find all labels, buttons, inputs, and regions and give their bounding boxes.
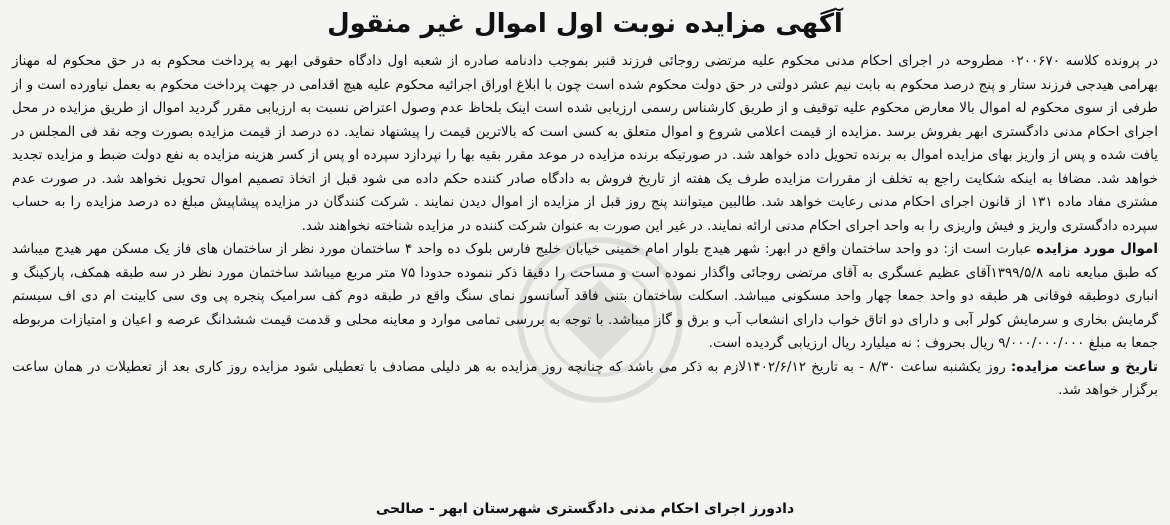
auction-date-label: تاریخ و ساعت مزایده: — [1010, 358, 1158, 375]
signature-line: دادورز اجرای احکام مدنی دادگستری شهرستان ابهر - صالحی — [375, 501, 795, 517]
notice-body — [12, 50, 1158, 403]
page-title: آگهی مزایده نوبت اول اموال غیر منقول — [327, 9, 843, 39]
auction-date-paragraph — [12, 356, 1158, 403]
auction-date-text: روز یکشنبه ساعت ۸/۳۰ - به تاریخ ۱۴۰۲/۶/۱۲لازم به ذکر می باشد که چنانچه روز مزایده به هر دلیلی مصادف با تعطیلی شود مزایده روز کاری بعد از تعطیلات در همان ساعت برگزار خواهد شد. — [12, 358, 1158, 398]
property-label: اموال مورد مزایده — [1036, 241, 1158, 257]
property-description-text: عبارت است از: دو واحد ساختمان واقع در ابهر: شهر هیدج بلوار امام خمینی خیابان خلیج فارس بلوک ده واحد ۴ ساختمان مورد نظر از ساختمان های فاز یک مسکن مهر هیدج میباشد که طبق مبایعه نامه ۱۳۹۹/۵/۸آقای عظیم عسگری به آقای مرتضی روجائی واگذار نموده است و مساحت را دقیقا ذکر ننموده حدودا ۷۵ متر مربع میباشد ساختمان مورد نظر در سه طبقه همکف، پارکینگ و انباری دوطبقه فوقانی هر طبقه دو واحد جمعا چهار واحد مسکونی میباشد. اسکلت ساختمان بتنی فاقد آسانسور نمای سنگ واقع در طبقه دوم کف سرامیک پنجره پی وی سی کابینت ام دی اف سیستم گرمایش بخاری و سرمایش کولر آبی و دارای دو اتاق خواب دارای انشعاب آب و برق و گاز میباشد. با توجه به بررسی تمامی موارد و معاینه محلی و قدمت قیمت ششدانگ عرصه و اعیان و امتیازات مربوطه جمعا به مبلغ ۹/۰۰۰/۰۰۰/۰۰۰ ریال بحروف : نه میلیارد ریال ارزیابی گردیده است. — [12, 241, 1159, 351]
auction-terms-paragraph: در پرونده کلاسه ۰۲۰۰۶۷۰ مطروحه در اجرای احکام مدنی محکوم علیه مرتضی روجائی فرزند قنبر بموجب دادنامه صادره از شعبه اول دادگاه حقوقی ابهر به پرداخت محکوم به در حق محکوم له مهناز بهرامی هیدجی فرزند ستار و پنج درصد محکوم به بابت نیم عشر دولتی در حق دولت محکوم شده است چون با ابلاغ اوراق اجرائیه محکوم علیه هیچ اقدامی در جهت پرداخت محکوم به بعمل نیاورده است و از طرفی از سوی محکوم له اموال بالا معارض محکوم علیه توقیف و از طریق کارشناس رسمی ارزیابی شده است اینک بلحاظ عدم وصول اعتراض نسبت به ارزیابی مقرر گردید اموال از طریق مزایده در محل اجرای احکام مدنی دادگستری ابهر بفروش برسد .مزایده از قیمت اعلامی شروع و اموال متعلق به کسی است که بالاترین قیمت را پیشنهاد نماید. ده درصد از قیمت مزایده بصورت وجه نقد فی المجلس در یافت شده و پس از واریز بهای مزایده اموال به برنده تحویل داده خواهد شد. در صورتیکه برنده مزایده در موعد مقرر بقیه بها را نپردازد سپرده او پس از کسر هزینه مزایده به نفع دولت ضبط و مزایده تجدید خواهد شد. مضافا به اینکه شکایت راجع به تخلف از مقررات مزایده طرف یک هفته از تاریخ فروش به دادگاه صادر کننده حکم داده می شود قبل از اتخاذ تصمیم اموال تحویل نخواهد شد. در صورت عدم مشتری مفاد ماده ۱۳۱ از قانون اجرای احکام مدنی رعایت خواهد شد. طالبین میتوانند پنج روز قبل از مزایده از اموال دیدن نمایند . شرکت کنندگان در مزایده پیشاپیش مبلغ ده درصد مزایده را به حساب سپرده دادگستری واریز و فیش واریزی را به واحد اجرای احکام مدنی ارائه نمایند. در غیر این صورت به عنوان شرکت کننده در مزایده شناخته نخواهند شد. — [12, 53, 1159, 234]
property-description-paragraph — [12, 238, 1158, 356]
